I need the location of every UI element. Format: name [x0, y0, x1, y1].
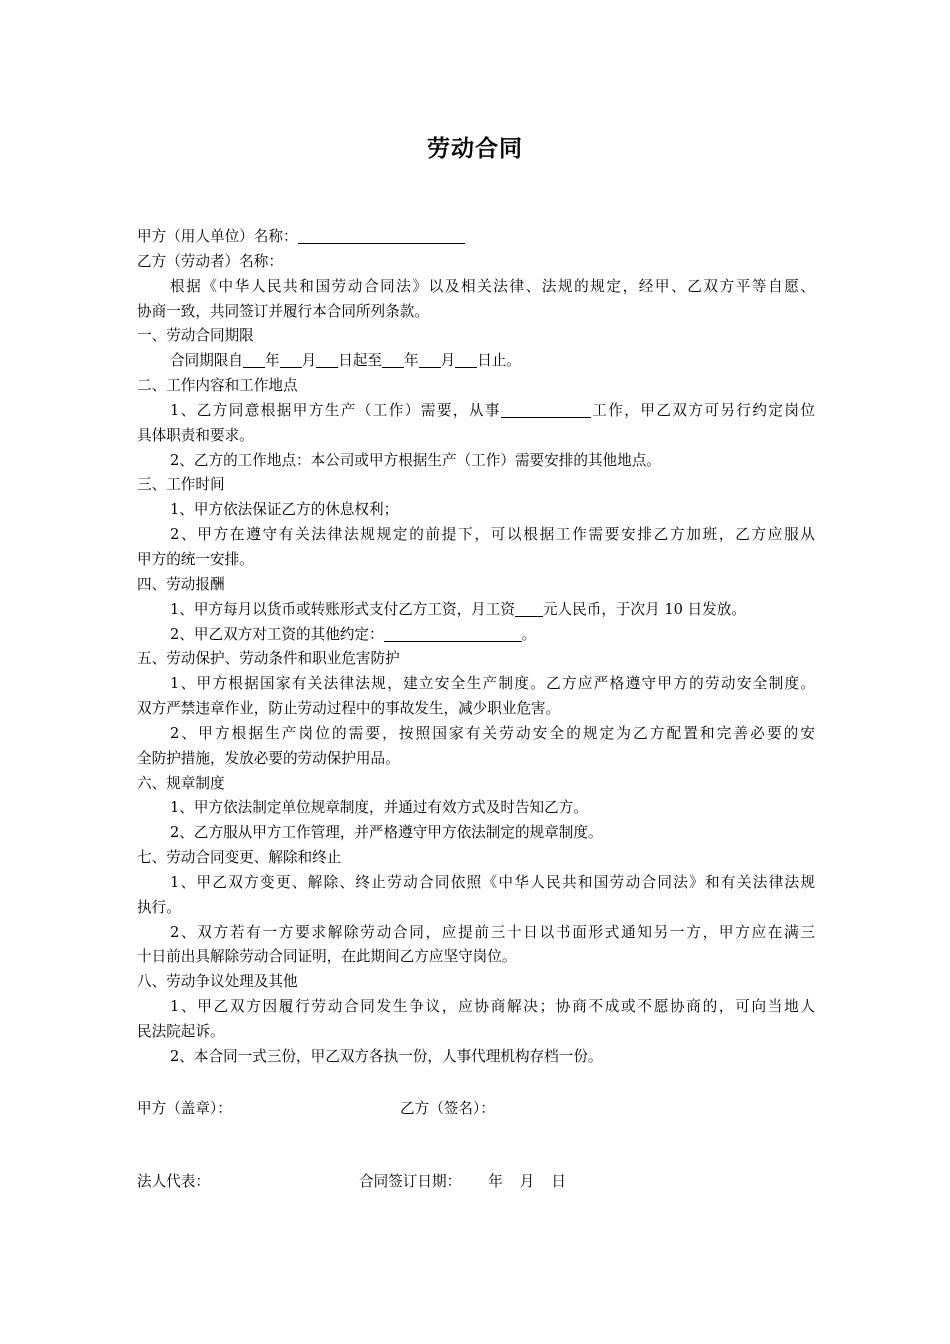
section-8-p1-line-1: 1、甲乙双方因履行劳动合同发生争议，应协商解决；协商不成或不愿协商的，可向当地人: [170, 998, 815, 1016]
section-4-heading: 四、劳动报酬: [137, 575, 225, 593]
start-year-blank[interactable]: [243, 350, 265, 368]
monthly-salary-blank[interactable]: [515, 599, 543, 617]
section-2-p2: 2、乙方的工作地点：本公司或甲方根据生产（工作）需要安排的其他地点。: [170, 451, 661, 469]
section-8-heading: 八、劳动争议处理及其他: [137, 973, 298, 991]
section-3-p2-line-1: 2、甲方在遵守有关法律法规规定的前提下，可以根据工作需要安排乙方加班，乙方应服从: [170, 526, 815, 544]
start-month-blank[interactable]: [280, 350, 302, 368]
sign-date-day: 日: [551, 1173, 566, 1190]
term-day-end-label: 日止。: [477, 352, 522, 370]
section-2-p1-line-1: [137, 399, 815, 424]
section-7-p2-line-2: 十日前出具解除劳动合同证明，在此期间乙方应坚守岗位。: [137, 948, 517, 966]
section-3-heading: 三、工作时间: [137, 476, 225, 494]
party-b-sign-label: 乙方（签名）：: [400, 1100, 495, 1117]
end-day-blank[interactable]: [455, 350, 477, 368]
document-title: 劳动合同: [427, 136, 523, 162]
term-text-start: 合同期限自: [170, 352, 243, 370]
sign-date-label: 合同签订日期：: [359, 1173, 462, 1190]
party-a-name-blank[interactable]: [298, 226, 465, 244]
party-b-label: 乙方（劳动者）名称：: [137, 252, 283, 270]
intro-line-1: 根据《中华人民共和国劳动合同法》以及相关法律、法规的规定，经甲、乙双方平等自愿、: [170, 277, 815, 295]
term-day-from-label: 日起至: [338, 352, 382, 370]
section-8-p1-line-2: 民法院起诉。: [137, 1023, 225, 1040]
contract-term-line: [137, 349, 815, 374]
sign-date-line: [359, 1170, 566, 1194]
section-4-p2: [137, 623, 815, 648]
sign-date-month: 月: [519, 1173, 535, 1190]
other-salary-blank[interactable]: [384, 624, 522, 642]
section-5-p1-line-2: 双方严禁违章作业，防止劳动过程中的事故发生，减少职业危害。: [137, 700, 561, 718]
term-month-label: 月: [301, 352, 317, 370]
section-5-p1-line-1: 1、甲方根据国家有关法律法规，建立安全生产制度。乙方应严格遵守甲方的劳动安全制度。: [170, 675, 815, 693]
section-4-p1: [137, 598, 815, 623]
section-7-p1-line-1: 1、甲乙双方变更、解除、终止劳动合同依照《中华人民共和国劳动合同法》和有关法律法规: [170, 873, 815, 891]
section-8-p2: 2、本合同一式三份，甲乙双方各执一份，人事代理机构存档一份。: [170, 1047, 603, 1065]
section-1-heading: 一、劳动合同期限: [137, 327, 254, 345]
section-2-p1-line-2: 具体职责和要求。: [137, 426, 254, 444]
salary-text-start: 1、甲方每月以货币或转账形式支付乙方工资，月工资: [170, 600, 515, 618]
section-3-p2-line-2: 甲方的统一安排。: [137, 550, 254, 568]
start-day-blank[interactable]: [316, 350, 338, 368]
section-6-heading: 六、规章制度: [137, 774, 225, 792]
intro-line-2: 协商一致，共同签订并履行本合同所列条款。: [137, 302, 429, 320]
section-7-p2-line-1: 2、双方若有一方要求解除劳动合同，应提前三十日以书面形式通知另一方，甲方应在满三: [170, 923, 815, 941]
legal-rep-label: 法人代表：: [137, 1173, 210, 1190]
section-5-p2-line-2: 全防护措施，发放必要的劳动保护用品。: [137, 749, 400, 767]
term-year-label: 年: [264, 352, 280, 370]
section-5-p2-line-1: 2、甲方根据生产岗位的需要，按照国家有关劳动安全的规定为乙方配置和完善必要的安: [170, 724, 815, 742]
contract-body: [137, 225, 815, 1070]
section-3-p1: 1、甲方依法保证乙方的休息权利；: [170, 501, 399, 519]
section-7-p1-line-2: 执行。: [137, 898, 181, 916]
party-a-line: [137, 225, 815, 250]
party-a-label: 甲方（用人单位）名称：: [137, 228, 298, 245]
job-text-start: 1、乙方同意根据甲方生产（工作）需要，从事: [170, 401, 501, 419]
other-salary-end: 。: [521, 625, 537, 643]
other-salary-label: 2、甲乙双方对工资的其他约定：: [170, 625, 384, 643]
job-position-blank[interactable]: [501, 400, 591, 418]
section-6-p1: 1、甲方依法制定单位规章制度，并通过有效方式及时告知乙方。: [170, 799, 588, 817]
section-5-heading: 五、劳动保护、劳动条件和职业危害防护: [137, 650, 400, 668]
section-2-heading: 二、工作内容和工作地点: [137, 377, 298, 395]
job-text-end: 工作，甲乙双方可另行约定岗位: [590, 401, 815, 419]
end-year-blank[interactable]: [382, 350, 404, 368]
term-year2-label: 年: [404, 352, 419, 370]
section-7-heading: 七、劳动合同变更、解除和终止: [137, 849, 342, 867]
end-month-blank[interactable]: [419, 350, 441, 368]
salary-text-end: 元人民币，于次月 10 日发放。: [542, 600, 746, 618]
term-month2-label: 月: [440, 352, 456, 370]
sign-date-year: 年: [488, 1173, 503, 1190]
party-b-line: [137, 250, 815, 275]
party-a-seal-label: 甲方（盖章）：: [137, 1100, 232, 1117]
section-6-p2: 2、乙方服从甲方工作管理，并严格遵守甲方依法制定的规章制度。: [170, 824, 603, 842]
